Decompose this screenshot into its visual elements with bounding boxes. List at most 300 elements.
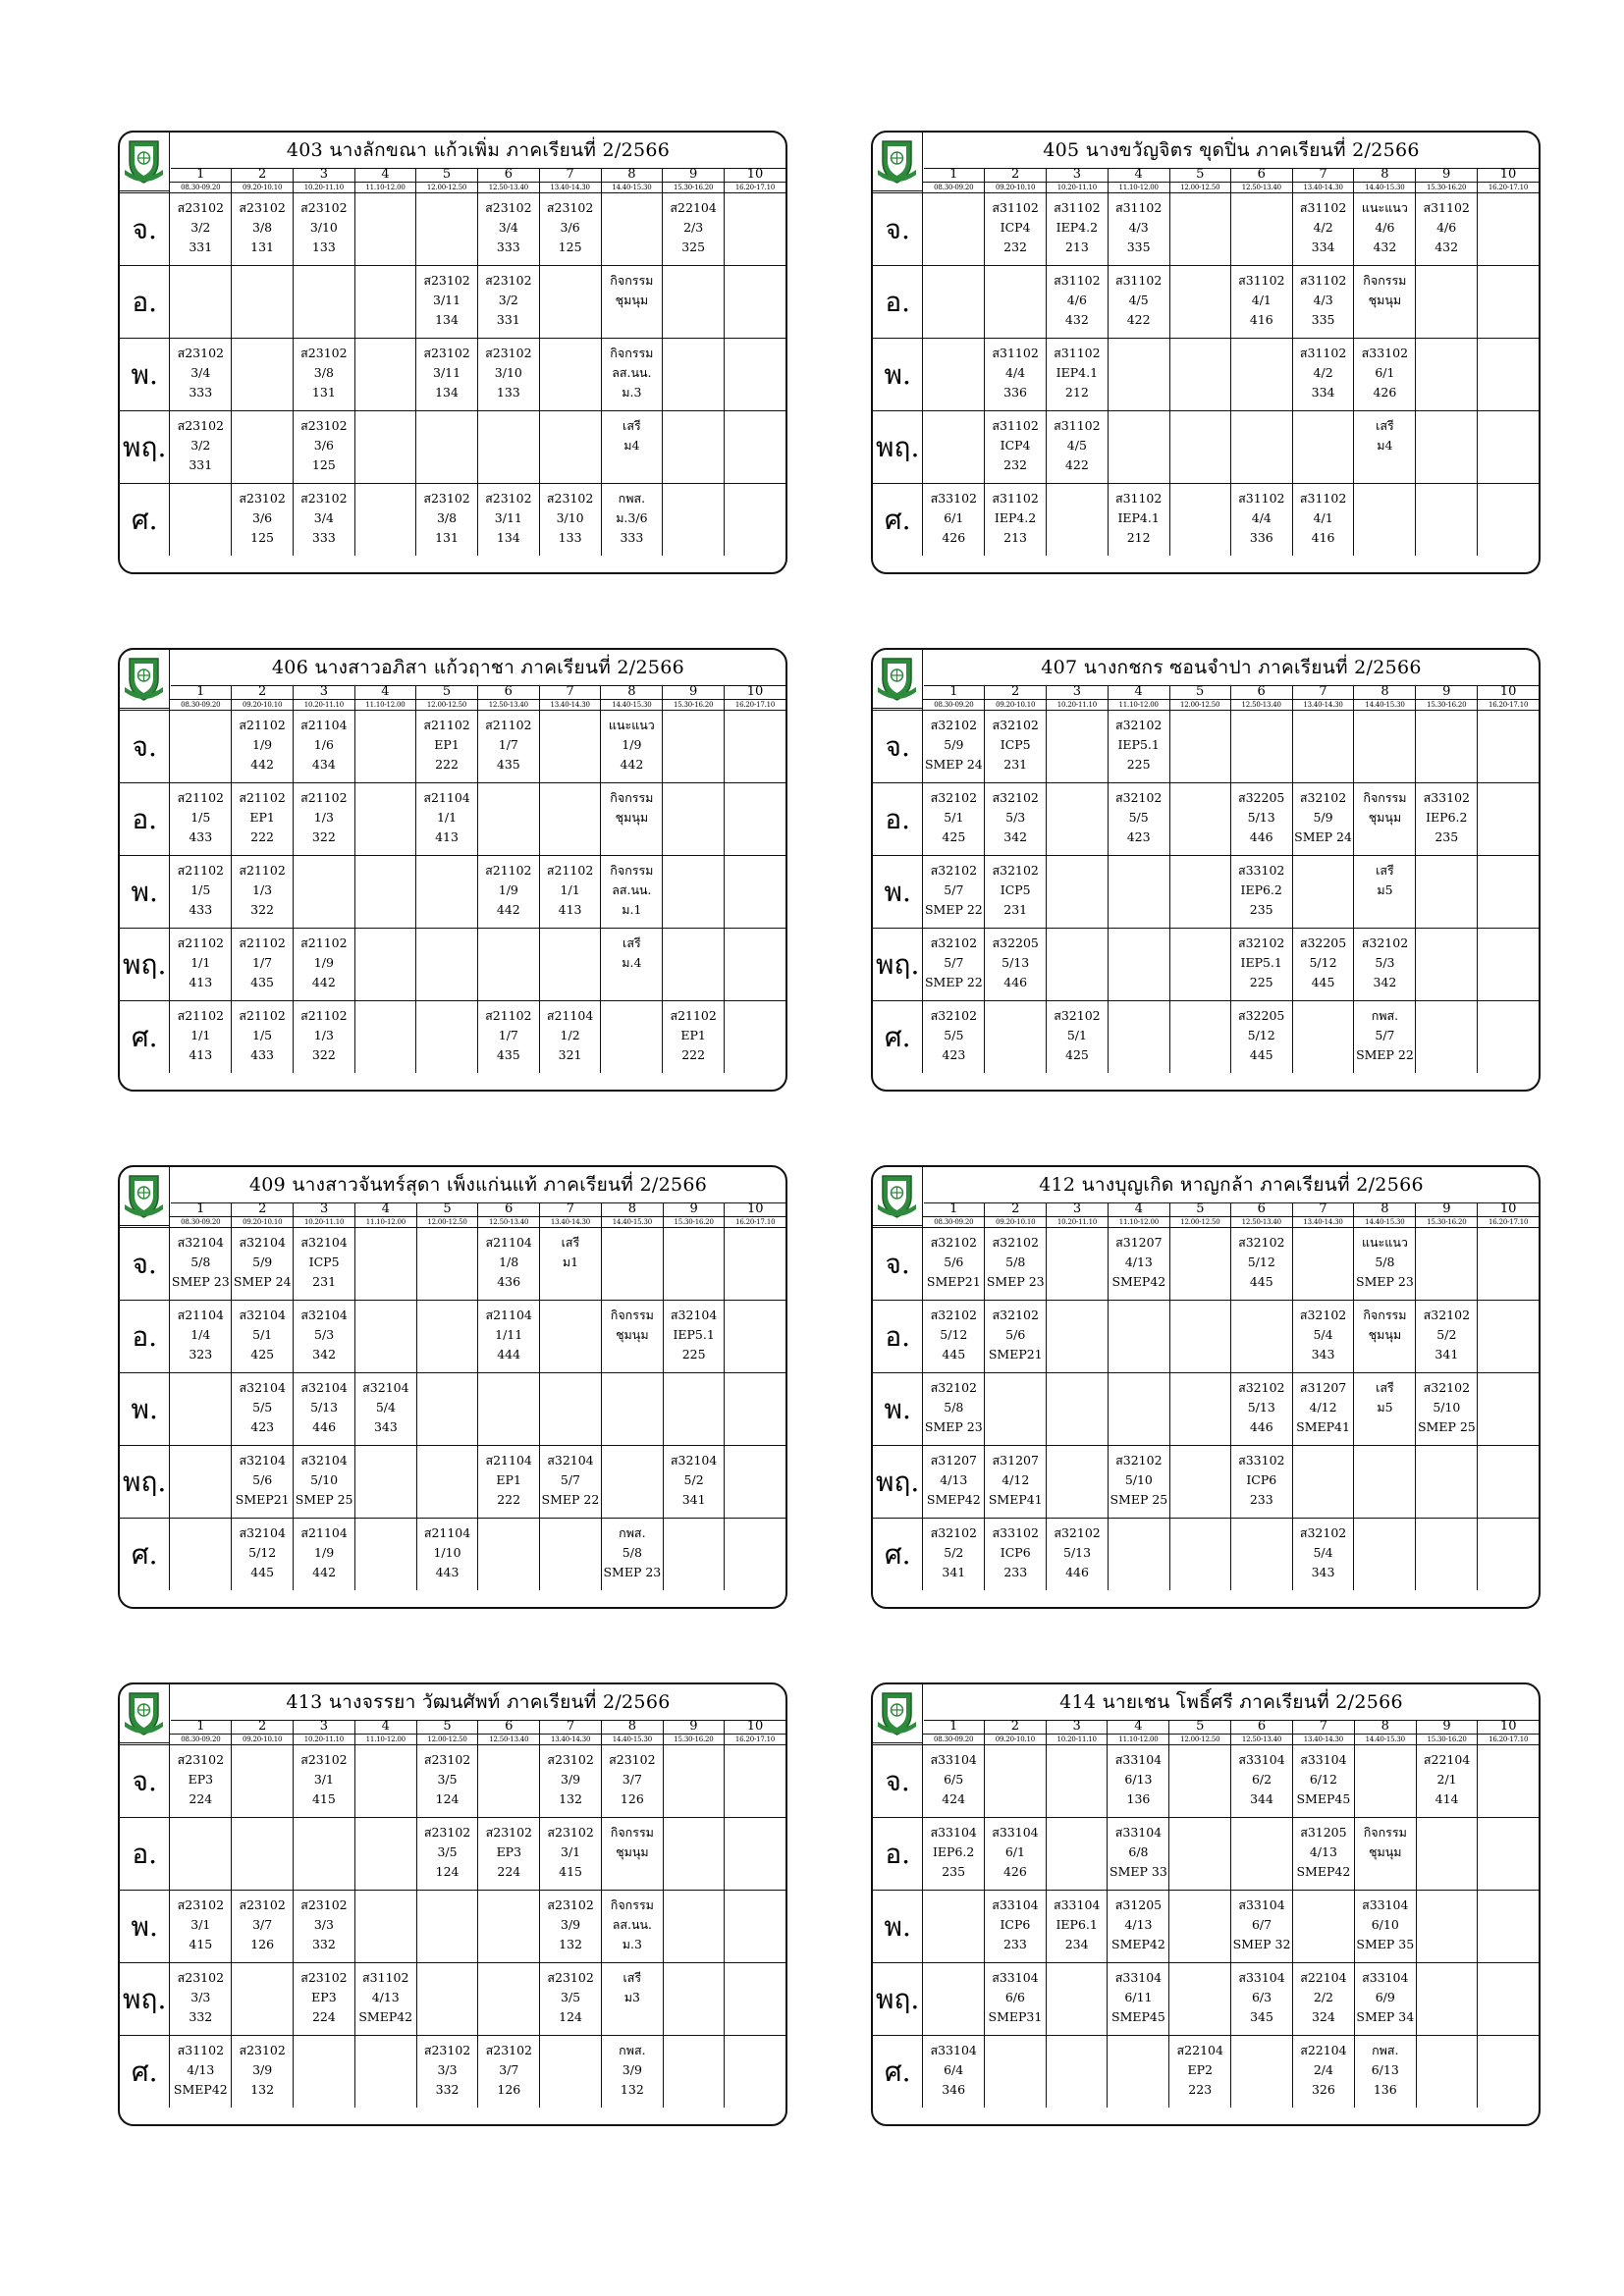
period-time: 09.20-10.10 (232, 1735, 294, 1745)
class-group: 5/7 (944, 882, 964, 897)
subject-code: ส32104 (300, 1380, 348, 1395)
schedule-cell (1292, 1301, 1354, 1373)
schedule-cell (1108, 783, 1169, 856)
period-number: 8 (1354, 1720, 1416, 1735)
class-group: 3/2 (498, 293, 518, 307)
room-number: 426 (1002, 1864, 1027, 1879)
class-group: 5/2 (683, 1472, 704, 1487)
subject-code: ส32102 (992, 863, 1039, 878)
schedule-cell (663, 1891, 724, 1963)
room-number: 445 (1249, 1274, 1273, 1289)
class-group: 1/10 (433, 1545, 461, 1560)
schedule-cell (725, 783, 785, 856)
period-number: 1 (923, 1720, 985, 1735)
room-number: 223 (1188, 2082, 1213, 2097)
class-group: 4/13 (1124, 1255, 1153, 1269)
class-group: 3/3 (190, 1990, 211, 2004)
class-group: 5/6 (1005, 1327, 1026, 1342)
schedule-cell (1231, 1891, 1293, 1963)
class-group: 3/2 (190, 438, 211, 453)
schedule-cell (1108, 484, 1169, 557)
subject-code: กิจกรรม (610, 790, 654, 805)
schedule-cell (663, 1228, 725, 1301)
period-number: 6 (1230, 685, 1292, 700)
schedule-cell (293, 339, 354, 411)
class-group: ม3 (623, 1990, 640, 2004)
class-group: 3/1 (561, 1844, 581, 1859)
class-group: 4/13 (187, 2062, 215, 2077)
day-label: อ. (120, 783, 170, 856)
schedule-cell (232, 2036, 294, 2109)
period-time: 14.40-15.30 (601, 183, 663, 193)
teacher-timetable-card (871, 131, 1541, 574)
schedule-cell (170, 711, 232, 783)
schedule-cell (232, 929, 294, 1001)
schedule-cell (601, 1228, 663, 1301)
subject-code: ส23102 (423, 273, 470, 288)
subject-code: ส23102 (547, 1752, 594, 1767)
period-time: 15.30-16.20 (1416, 700, 1478, 711)
schedule-cell (1478, 1001, 1539, 1074)
room-number: 425 (1065, 1047, 1089, 1062)
class-group: 5/12 (940, 1327, 968, 1342)
period-time: 12.50-13.40 (1231, 1735, 1293, 1745)
room-number: SMEP 23 (986, 1274, 1045, 1289)
schedule-cell (416, 1519, 478, 1591)
schedule-cell (1292, 193, 1354, 266)
room-number: 126 (620, 1791, 644, 1806)
room-number: 136 (1373, 2082, 1397, 2097)
schedule-cell (1230, 1001, 1292, 1074)
subject-code: ส22104 (1176, 2043, 1223, 2057)
schedule-cell (1231, 1745, 1293, 1818)
schedule-cell (1230, 193, 1292, 266)
schedule-cell (539, 1446, 601, 1519)
class-group: 2/1 (1436, 1772, 1457, 1787)
schedule-cell (294, 1519, 355, 1591)
period-number: 7 (539, 168, 601, 183)
schedule-cell (1416, 2036, 1478, 2109)
period-number: 9 (1416, 1720, 1478, 1735)
class-group: 5/13 (1001, 955, 1030, 970)
period-time: 14.40-15.30 (1354, 700, 1416, 711)
subject-code: ส23102 (423, 1825, 471, 1840)
room-number: 213 (1003, 530, 1027, 545)
class-group: 4/12 (1001, 1472, 1030, 1487)
subject-code: ส33104 (1300, 1752, 1347, 1767)
schedule-cell (354, 484, 415, 557)
room-number: 231 (312, 1274, 337, 1289)
day-label: พฤ. (120, 1963, 170, 2036)
schedule-cell (539, 1301, 601, 1373)
period-time: 08.30-09.20 (170, 1735, 232, 1745)
period-number: 2 (985, 685, 1047, 700)
schedule-cell (232, 783, 294, 856)
schedule-cell (539, 193, 601, 266)
schedule-cell (1292, 411, 1354, 484)
room-number: 124 (435, 1791, 460, 1806)
room-number: 331 (189, 457, 213, 472)
subject-code: ส31102 (362, 1970, 409, 1985)
class-group: 3/7 (622, 1772, 642, 1787)
class-group: 4/1 (1251, 293, 1272, 307)
period-time: 16.20-17.10 (1478, 1735, 1539, 1745)
subject-code: ส32104 (670, 1453, 718, 1468)
schedule-cell (725, 1963, 785, 2036)
schedule-cell (1046, 266, 1108, 339)
period-time: 10.20-11.10 (294, 1217, 355, 1228)
room-number: 213 (1064, 240, 1089, 254)
period-number: 6 (478, 1202, 540, 1217)
schedule-cell (1416, 1818, 1478, 1891)
schedule-cell (923, 929, 985, 1001)
subject-code: ส23102 (177, 1752, 225, 1767)
period-time: 09.20-10.10 (232, 183, 294, 193)
class-group: 5/4 (1313, 1327, 1333, 1342)
schedule-cell (1169, 2036, 1231, 2109)
schedule-cell (601, 1373, 663, 1446)
schedule-cell (1292, 929, 1354, 1001)
timetable-grid (120, 685, 785, 1073)
schedule-cell (985, 711, 1047, 783)
class-group: 3/10 (556, 510, 584, 525)
class-group: 1/5 (190, 882, 211, 897)
room-number: 322 (311, 1047, 336, 1062)
subject-code: ส21102 (670, 1008, 717, 1023)
schedule-cell (1108, 266, 1169, 339)
schedule-cell (985, 929, 1047, 1001)
schedule-cell (1047, 1001, 1109, 1074)
schedule-cell (477, 411, 539, 484)
period-number: 2 (985, 1202, 1047, 1217)
room-number: 126 (250, 1937, 275, 1951)
schedule-cell (923, 1963, 985, 2036)
period-time: 16.20-17.10 (1478, 700, 1539, 711)
schedule-cell (232, 1373, 294, 1446)
period-number: 7 (539, 685, 601, 700)
schedule-cell (478, 1818, 540, 1891)
day-label: จ. (120, 1745, 170, 1818)
room-number: 134 (496, 530, 520, 545)
schedule-cell (601, 783, 663, 856)
schedule-cell (1354, 411, 1416, 484)
subject-code: ส32102 (930, 1008, 978, 1023)
class-group: 3/10 (494, 365, 522, 380)
period-time: 10.20-11.10 (1047, 700, 1109, 711)
schedule-cell (354, 339, 415, 411)
subject-code: ส32102 (930, 1308, 978, 1322)
subject-code: ส31102 (1238, 491, 1285, 506)
schedule-cell (725, 1228, 785, 1301)
room-number: 136 (1126, 1791, 1151, 1806)
subject-code: ส32102 (930, 718, 978, 732)
schedule-cell (1416, 1745, 1478, 1818)
period-time: 11.10-12.00 (1108, 700, 1169, 711)
subject-code: แนะแนว (1361, 200, 1408, 215)
schedule-cell (985, 1519, 1047, 1591)
schedule-cell (725, 1001, 785, 1074)
room-number: 345 (1250, 2009, 1273, 2024)
room-number: 332 (311, 1937, 336, 1951)
class-group: 6/6 (1004, 1990, 1025, 2004)
subject-code: ส31102 (992, 346, 1039, 360)
room-number: SMEP 25 (295, 1492, 353, 1507)
schedule-cell (725, 266, 785, 339)
subject-code: ส32104 (300, 1235, 348, 1250)
teacher-timetable-card (871, 1682, 1541, 2126)
schedule-cell (1169, 484, 1230, 557)
subject-code: ส33104 (1362, 1897, 1409, 1912)
subject-code: ส32102 (930, 935, 978, 950)
subject-code: ส33102 (1237, 863, 1285, 878)
room-number: 433 (189, 829, 213, 844)
room-number: 443 (435, 1565, 460, 1579)
schedule-cell (1478, 1519, 1539, 1591)
subject-code: ส32104 (177, 1235, 224, 1250)
room-number: 231 (1003, 757, 1028, 772)
timetable-title: 403 นางลักขณา แก้วเพิ่ม ภาคเรียนที่ 2/2566 (171, 133, 785, 169)
subject-code: ส22104 (1423, 1752, 1471, 1767)
schedule-cell (1478, 856, 1539, 929)
schedule-cell (170, 856, 232, 929)
subject-code: เสรี (1376, 863, 1394, 878)
class-group: 4/12 (1309, 1400, 1337, 1415)
day-label: พ. (120, 856, 170, 929)
schedule-cell (232, 1891, 294, 1963)
schedule-cell (985, 1891, 1047, 1963)
schedule-cell (1292, 484, 1354, 557)
schedule-cell (1416, 929, 1478, 1001)
schedule-cell (1478, 1891, 1539, 1963)
subject-code: ส23102 (547, 1897, 594, 1912)
class-group: ชุมนุม (1368, 810, 1402, 825)
room-number: 125 (558, 240, 582, 254)
period-time: 15.30-16.20 (1416, 1735, 1478, 1745)
schedule-cell (1354, 1519, 1416, 1591)
timetable-grid (873, 685, 1539, 1073)
class-group: 3/9 (561, 1917, 581, 1932)
room-number: 331 (496, 312, 520, 327)
subject-code: ส21102 (239, 1008, 286, 1023)
teacher-timetable-card (118, 1682, 787, 2126)
period-number: 7 (1292, 1720, 1354, 1735)
room-number: 332 (189, 2009, 213, 2024)
room-number: 445 (1249, 1047, 1273, 1062)
room-number: 333 (620, 530, 644, 545)
class-group: 4/6 (1066, 293, 1087, 307)
class-group: 5/9 (1313, 810, 1333, 825)
room-number: SMEP 25 (1417, 1419, 1476, 1434)
subject-code: ส23102 (423, 2043, 471, 2057)
subject-code: ส32104 (547, 1453, 594, 1468)
schedule-cell (601, 1519, 663, 1591)
schedule-cell (663, 339, 725, 411)
room-number: 341 (942, 1565, 966, 1579)
period-time: 12.00-12.50 (1169, 183, 1230, 193)
class-group: ICP5 (308, 1255, 340, 1269)
schedule-cell (232, 711, 294, 783)
subject-code: ส21102 (239, 718, 286, 732)
timetable-grid (120, 1720, 785, 2108)
period-time: 08.30-09.20 (923, 1735, 985, 1745)
schedule-cell (1108, 929, 1169, 1001)
period-number: 6 (1231, 1720, 1293, 1735)
subject-code: ส33102 (1423, 790, 1470, 805)
subject-code: ส32102 (992, 718, 1039, 732)
period-number: 7 (1292, 1202, 1354, 1217)
period-time: 12.00-12.50 (1169, 1217, 1230, 1228)
room-number: 132 (559, 1937, 583, 1951)
period-time: 16.20-17.10 (1478, 183, 1539, 193)
room-number: 423 (1126, 829, 1151, 844)
class-group: 1/6 (313, 737, 334, 752)
schedule-cell (601, 484, 663, 557)
period-time: 14.40-15.30 (601, 700, 663, 711)
subject-code: ส21104 (423, 790, 470, 805)
schedule-cell (663, 711, 725, 783)
room-number: SMEP 32 (1232, 1937, 1291, 1951)
schedule-cell (725, 1818, 785, 1891)
period-time: 10.20-11.10 (1046, 1735, 1108, 1745)
schedule-cell (985, 1963, 1047, 2036)
schedule-cell (663, 411, 725, 484)
schedule-cell (293, 783, 354, 856)
period-time: 08.30-09.20 (170, 700, 232, 711)
teacher-timetable-card (871, 648, 1541, 1092)
schedule-cell (1478, 783, 1539, 856)
class-group: ม4 (1377, 438, 1393, 453)
schedule-cell (601, 411, 663, 484)
schedule-cell (601, 1446, 663, 1519)
schedule-cell (170, 411, 232, 484)
day-label: พฤ. (873, 1446, 923, 1519)
schedule-cell (1292, 1519, 1354, 1591)
class-group: 3/2 (190, 220, 211, 235)
schedule-cell (1416, 339, 1478, 411)
class-group: 3/8 (252, 220, 273, 235)
room-number: SMEP 22 (1356, 1047, 1414, 1062)
schedule-cell (1292, 1228, 1354, 1301)
period-number: 4 (1108, 168, 1169, 183)
schedule-cell (478, 1301, 540, 1373)
room-number: SMEP 23 (924, 1419, 983, 1434)
schedule-cell (663, 1745, 724, 1818)
subject-code: ส31205 (1300, 1825, 1347, 1840)
subject-code: ส21102 (423, 718, 470, 732)
period-number: 8 (601, 168, 663, 183)
schedule-cell (1478, 339, 1539, 411)
class-group: ICP5 (1000, 882, 1031, 897)
room-number: 341 (1435, 1347, 1459, 1362)
room-number: 224 (311, 2009, 336, 2024)
schedule-cell (1108, 1228, 1169, 1301)
schedule-cell (293, 856, 354, 929)
timetable-grid (120, 1202, 785, 1590)
class-group: ชุมนุม (1369, 1844, 1402, 1859)
room-number: 432 (1064, 312, 1089, 327)
schedule-cell (1046, 1891, 1108, 1963)
schedule-cell (1046, 484, 1108, 557)
schedule-cell (923, 1891, 985, 1963)
subject-code: ส23102 (300, 346, 348, 360)
schedule-cell (1230, 856, 1292, 929)
period-number: 3 (293, 168, 354, 183)
subject-code: เสรี (623, 935, 641, 950)
subject-code: ส33102 (1361, 346, 1409, 360)
period-time: 11.10-12.00 (354, 1735, 416, 1745)
teacher-timetable-card (871, 1165, 1541, 1609)
schedule-cell (477, 856, 539, 929)
subject-code: ส32102 (1115, 1453, 1163, 1468)
period-number: 7 (539, 1202, 601, 1217)
class-group: 5/13 (310, 1400, 339, 1415)
period-time: 08.30-09.20 (923, 1217, 985, 1228)
subject-code: ส33104 (1114, 1825, 1163, 1840)
schedule-cell (1169, 266, 1230, 339)
room-number: 222 (497, 1492, 521, 1507)
timetable-grid (873, 168, 1539, 556)
class-group: 3/3 (437, 2062, 458, 2077)
period-time: 13.40-14.30 (1292, 1217, 1354, 1228)
subject-code: ส21102 (546, 863, 594, 878)
schedule-cell (725, 193, 785, 266)
period-time: 12.00-12.50 (416, 1735, 478, 1745)
class-group: 4/13 (371, 1990, 400, 2004)
room-number: 225 (1126, 757, 1151, 772)
period-time: 10.20-11.10 (293, 700, 354, 711)
subject-code: ส33104 (1053, 1897, 1101, 1912)
schedule-cell (663, 1001, 725, 1074)
schedule-cell (1416, 856, 1478, 929)
room-number: 423 (250, 1419, 275, 1434)
class-group: 6/3 (1251, 1990, 1272, 2004)
subject-code: ส21102 (485, 1008, 532, 1023)
room-number: SMEP 33 (1110, 1864, 1167, 1879)
room-number: SMEP21 (235, 1492, 290, 1507)
timetable-title: 413 นางจรรยา วัฒนศัพท์ ภาคเรียนที่ 2/2566 (171, 1684, 785, 1721)
class-group: 3/6 (252, 510, 273, 525)
schedule-cell (1169, 1519, 1230, 1591)
subject-code: กพส. (1372, 2043, 1399, 2057)
period-time: 15.30-16.20 (663, 1217, 725, 1228)
schedule-cell (477, 929, 539, 1001)
period-number: 5 (416, 685, 478, 700)
class-group: 3/9 (561, 1772, 581, 1787)
schedule-cell (539, 1001, 601, 1074)
room-number: 424 (942, 1791, 966, 1806)
schedule-cell (416, 1373, 478, 1446)
day-label: พ. (873, 339, 923, 411)
subject-code: เสรี (623, 1970, 642, 1985)
schedule-cell (232, 1001, 294, 1074)
class-group: 3/3 (313, 1917, 334, 1932)
subject-code: ส23102 (239, 491, 286, 506)
class-group: 5/4 (1313, 1545, 1333, 1560)
schedule-cell (478, 1745, 540, 1818)
day-label: พ. (873, 1891, 923, 1963)
period-time: 09.20-10.10 (985, 700, 1047, 711)
room-number: 442 (311, 975, 336, 989)
schedule-cell (1416, 1301, 1478, 1373)
room-number: 132 (620, 2082, 644, 2097)
schedule-cell (1416, 1891, 1478, 1963)
subject-code: ส31205 (1114, 1897, 1163, 1912)
schedule-cell (1047, 1446, 1109, 1519)
subject-code: ส23102 (423, 491, 470, 506)
schedule-cell (539, 929, 601, 1001)
schedule-cell (1354, 1818, 1416, 1891)
subject-code: ส32102 (1237, 935, 1285, 950)
